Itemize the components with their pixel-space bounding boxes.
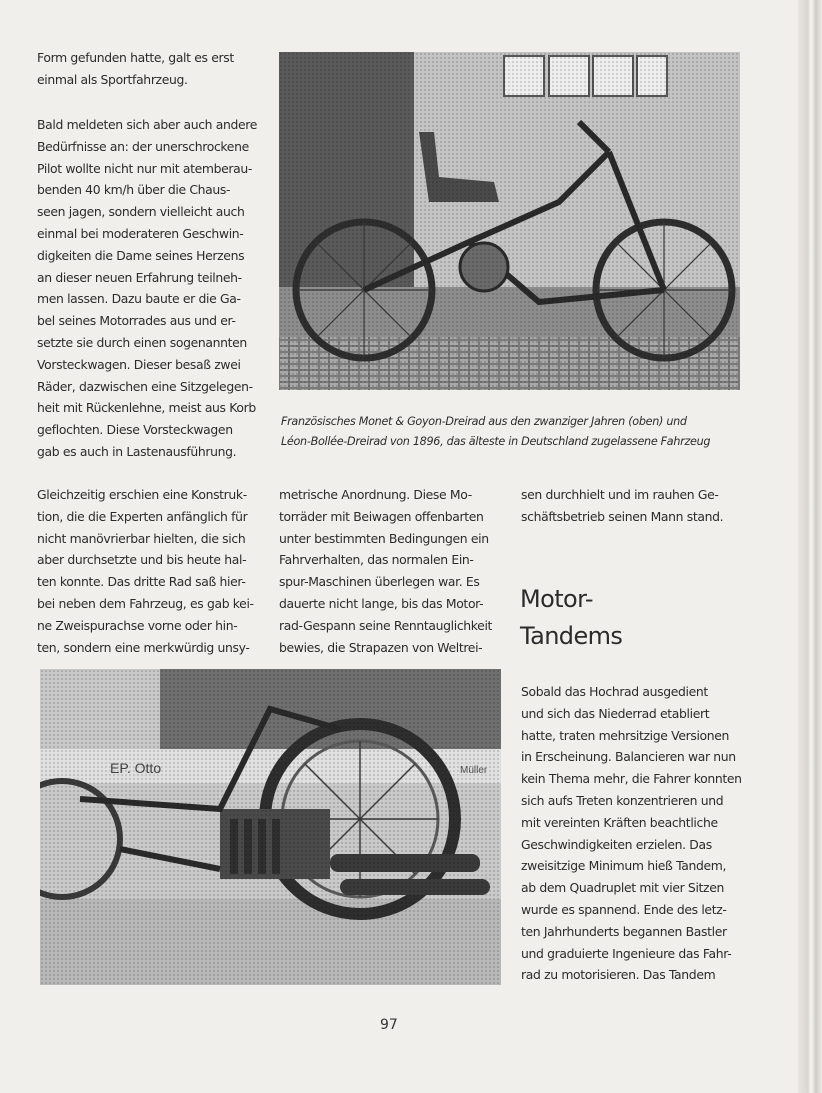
- section-heading: Motor- Tandems: [520, 585, 623, 650]
- page-number: 97: [380, 1017, 398, 1033]
- photo-caption: Französisches Monet & Goyon-Dreirad aus den zwanziger Jahren (oben) und Léon-Bollée-Dreirad von 1896, das älteste in Deutschland zugelassene Fahrzeug: [281, 415, 711, 448]
- body-text-column-2: metrische Anordnung. Diese Mo- torräder mit Beiwagen offenbarten unter bestimmten Bedingungen ein Fahrverhalten, das normalen Ein- spur-Maschinen überlegen war. Es dauerte nicht lange, bis das Motor- rad-Gespann seine Renntauglichkeit bewies, die Strapazen von Weltrei-: [279, 487, 493, 655]
- body-text-column-3: Sobald das Hochrad ausgedient und sich das Niederrad etabliert hatte, traten mehrsitzige Versionen in Erscheinung. Balancieren war nun kein Thema mehr, die Fahrer konnten sich aufs Treten konzentrieren und mit vereinten Kräften beachtliche Geschwindigkeiten erzielen. Das zweisitzige Minimum hieß Tandem, ab dem Quadruplet mit vier Sitzen wurde es spannend. Ende des letz- ten Jahrhunderts begannen Bastler und graduierte Ingenieure das Fahr- rad zu motorisieren. Das Tandem: [521, 684, 742, 983]
- body-text-paragraph: Bald meldeten sich aber auch andere Bedürfnisse an: der unerschrockene Pilot wollte nicht nur mit atemberau- benden 40 km/h über die Chaus- seen jagen, sondern vielleicht auch einmal bei moderateren Geschwin- digkeiten die Dame seines Herzens an dieser neuen Erfahrung teilneh- men lassen. Dazu baute er die Ga- bel seines Motorrades aus und er- setzte sie durch einen sogenannten Vorsteckwagen. Dieser besaß zwei Räder, dazwischen eine Sitzgelegen- heit mit Rückenlehne, meist aus Korb geflochten. Diese Vorsteckwagen gab es auch in Lastenausführung.: [37, 117, 258, 459]
- body-text-intro: Form gefunden hatte, galt es erst einmal als Sportfahrzeug.: [37, 50, 234, 87]
- bollee-photo-graphic: [40, 669, 501, 985]
- photo-monet-goyon-tricycle: [279, 52, 740, 390]
- body-text-column-3-top: sen durchhielt und im rauhen Ge- schäftsbetrieb seinen Mann stand.: [521, 487, 724, 524]
- body-text-column-1: Gleichzeitig erschien eine Konstruk- tion, die die Experten anfänglich für nicht manövrierbar hielten, die sich aber durchsetzte und bis heute hal- ten konnte. Das dritte Rad saß hier- bei neben dem Fahrzeug, es gab kei- ne Zweispurachse vorne oder hin- ten, sondern eine merkwürdig unsy-: [37, 487, 254, 655]
- photo-leon-bollee-tricycle: [40, 669, 501, 985]
- page-edge: [798, 0, 822, 1093]
- tricycle-photo-graphic: [279, 52, 740, 390]
